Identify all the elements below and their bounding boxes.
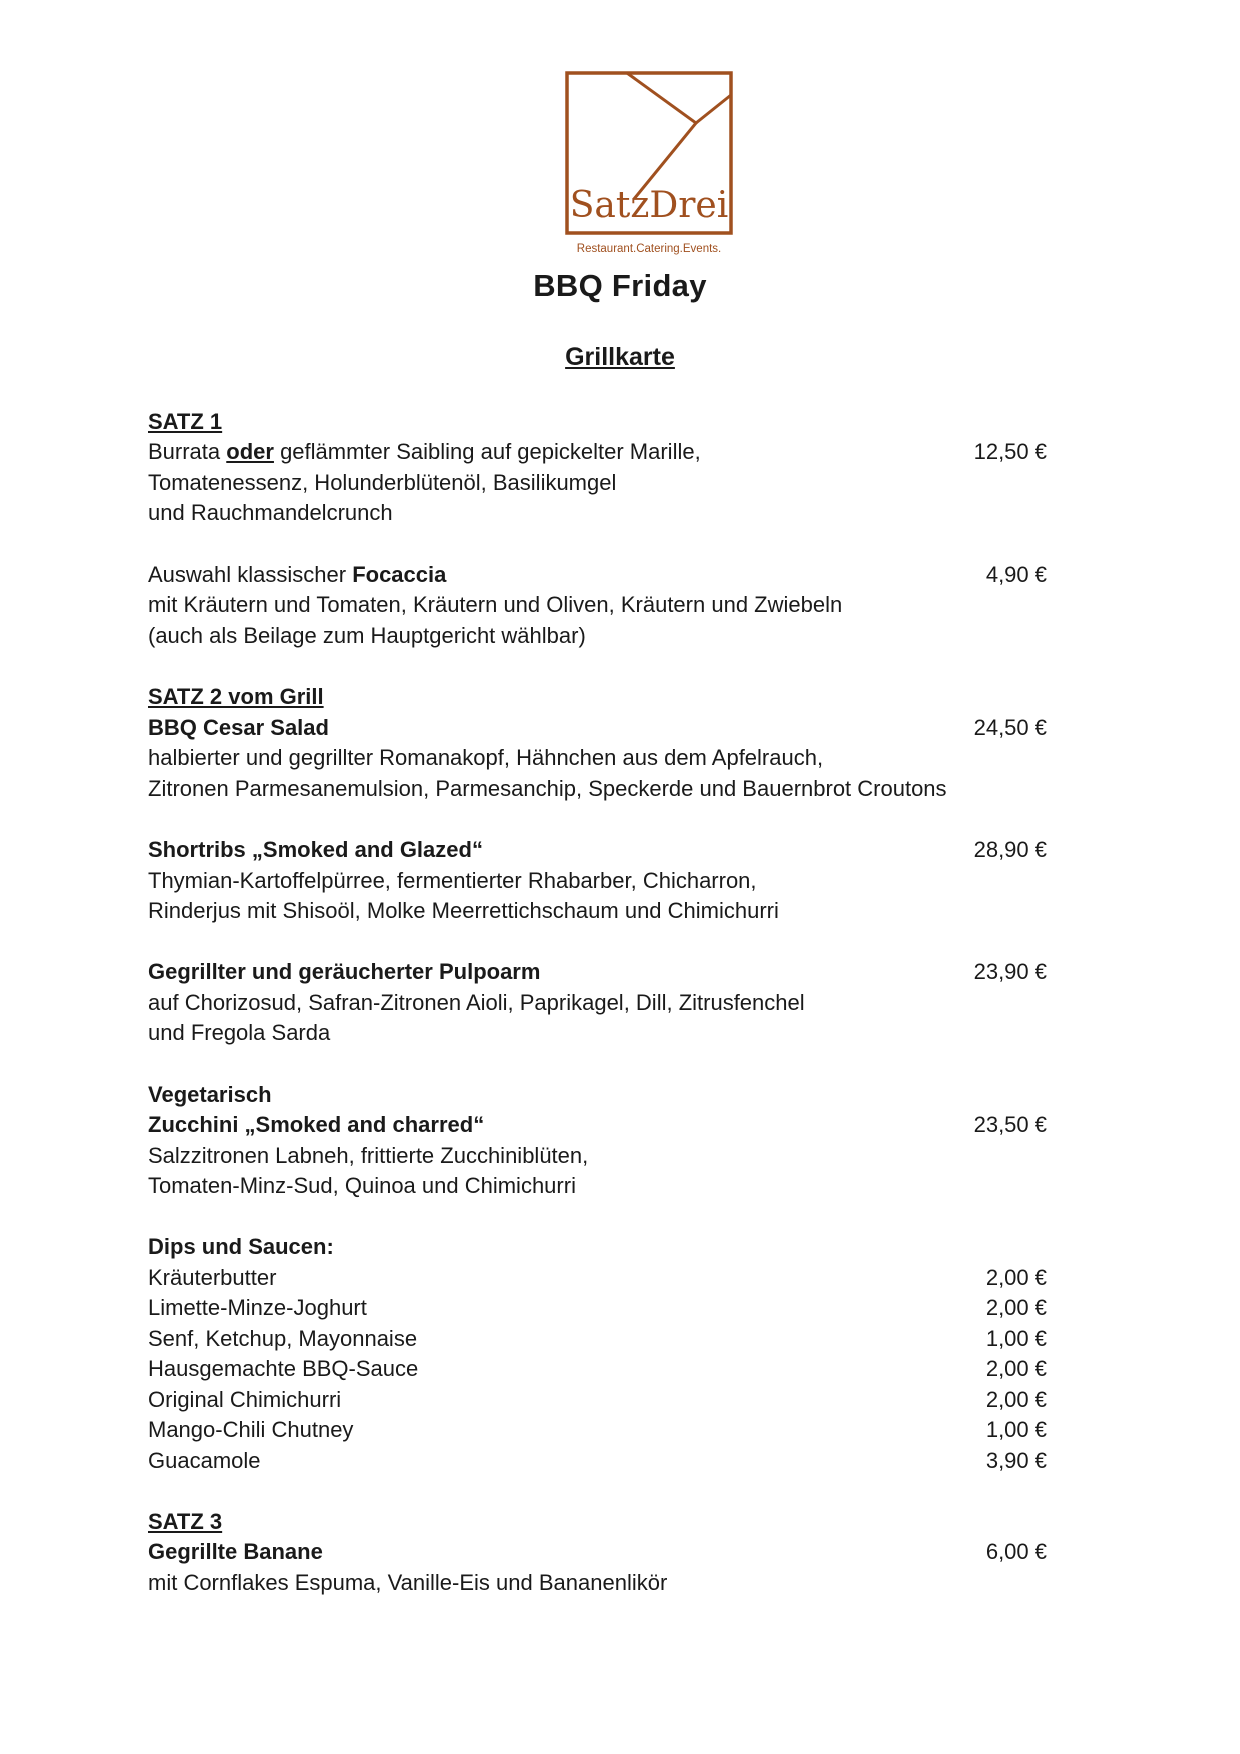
logo-wordmark: SatzDrei xyxy=(569,185,729,226)
dip-item-name: Hausgemachte BBQ-Sauce xyxy=(148,1356,419,1381)
menu-item-banane-line2: mit Cornflakes Espuma, Vanille-Eis und Bananenlikör xyxy=(148,1570,668,1595)
section-heading-satz3: SATZ 3 xyxy=(148,1509,223,1534)
menu-item-zucchini-line3: Tomaten-Minz-Sud, Quinoa und Chimichurri xyxy=(148,1173,576,1198)
menu-item-zucchini-name: Zucchini „Smoked and charred“ xyxy=(148,1112,485,1137)
menu-item-burrata-line2: Tomatenessenz, Holunderblütenöl, Basilikumgel xyxy=(148,470,617,495)
menu-item-pulpo-name: Gegrillter und geräucherter Pulpoarm xyxy=(148,959,541,984)
dip-item-price: 2,00 € xyxy=(985,1265,1047,1290)
menu-item-focaccia-line1: Auswahl klassischer Focaccia xyxy=(148,562,447,587)
dip-item-price: 1,00 € xyxy=(985,1326,1047,1351)
menu-item-burrata-price: 12,50 € xyxy=(973,439,1047,464)
dip-item-price: 2,00 € xyxy=(985,1356,1047,1381)
dip-item-name: Limette-Minze-Joghurt xyxy=(148,1295,367,1320)
dip-item-name: Senf, Ketchup, Mayonnaise xyxy=(148,1326,418,1351)
section-heading-satz1: SATZ 1 xyxy=(148,409,223,434)
menu-item-pulpo-line3: und Fregola Sarda xyxy=(148,1020,331,1045)
page-title: BBQ Friday xyxy=(533,268,707,303)
menu-item-burrata-line1: Burrata oder geflämmter Saibling auf gepickelter Marille, xyxy=(148,439,701,464)
menu-item-pulpo-price: 23,90 € xyxy=(973,959,1047,984)
section-heading-vegetarisch: Vegetarisch xyxy=(148,1082,272,1107)
section-heading-satz2: SATZ 2 vom Grill xyxy=(148,684,324,709)
menu-item-cesar-line2: halbierter und gegrillter Romanakopf, Hähnchen aus dem Apfelrauch, xyxy=(148,745,824,770)
logo-tagline: Restaurant.Catering.Events. xyxy=(576,243,722,255)
menu-item-banane-price: 6,00 € xyxy=(985,1539,1047,1564)
menu-item-focaccia-line2: mit Kräutern und Tomaten, Kräutern und Oliven, Kräutern und Zwiebeln xyxy=(148,592,843,617)
dip-item-name: Original Chimichurri xyxy=(148,1387,342,1412)
page-subtitle: Grillkarte xyxy=(565,343,675,371)
logo-graphic xyxy=(565,71,733,259)
dip-item-price: 2,00 € xyxy=(985,1295,1047,1320)
dip-item-name: Kräuterbutter xyxy=(148,1265,277,1290)
menu-item-zucchini-line2: Salzzitronen Labneh, frittierte Zucchiniblüten, xyxy=(148,1143,589,1168)
menu-item-cesar-price: 24,50 € xyxy=(973,715,1047,740)
menu-item-focaccia-line3: (auch als Beilage zum Hauptgericht wählbar) xyxy=(148,623,586,648)
menu-item-burrata-line3: und Rauchmandelcrunch xyxy=(148,500,393,525)
section-heading-dips: Dips und Saucen: xyxy=(148,1234,334,1259)
menu-item-cesar-line3: Zitronen Parmesanemulsion, Parmesanchip, Speckerde und Bauernbrot Croutons xyxy=(148,776,947,801)
menu-item-shortribs-price: 28,90 € xyxy=(973,837,1047,862)
menu-item-focaccia-price: 4,90 € xyxy=(985,562,1047,587)
menu-item-shortribs-name: Shortribs „Smoked and Glazed“ xyxy=(148,837,483,862)
dip-item-price: 2,00 € xyxy=(985,1387,1047,1412)
dip-item-name: Mango-Chili Chutney xyxy=(148,1417,354,1442)
dip-item-price: 3,90 € xyxy=(985,1448,1047,1473)
menu-item-shortribs-line3: Rinderjus mit Shisoöl, Molke Meerrettichschaum und Chimichurri xyxy=(148,898,779,923)
satzdrei-logo xyxy=(565,71,733,259)
dip-item-name: Guacamole xyxy=(148,1448,261,1473)
menu-item-cesar-name: BBQ Cesar Salad xyxy=(148,715,329,740)
menu-item-banane-name: Gegrillte Banane xyxy=(148,1539,323,1564)
menu-item-shortribs-line2: Thymian-Kartoffelpürree, fermentierter Rhabarber, Chicharron, xyxy=(148,868,757,893)
menu-item-pulpo-line2: auf Chorizosud, Safran-Zitronen Aioli, Paprikagel, Dill, Zitrusfenchel xyxy=(148,990,805,1015)
menu-item-zucchini-price: 23,50 € xyxy=(973,1112,1047,1137)
dip-item-price: 1,00 € xyxy=(985,1417,1047,1442)
